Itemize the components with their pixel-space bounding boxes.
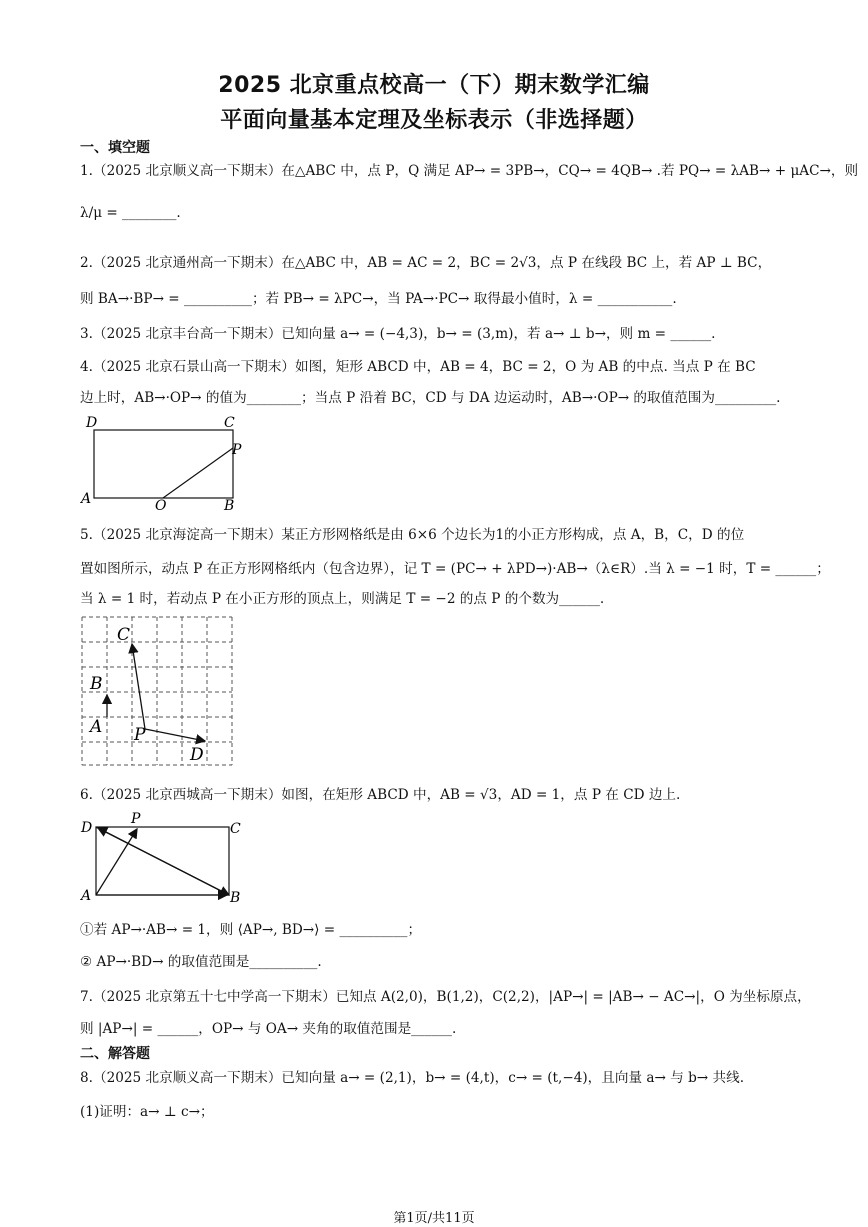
q5-line-3: 当 λ = 1 时，若动点 P 在小正方形的顶点上，则满足 T = −2 的点 P 的个数为______.: [80, 591, 605, 607]
fig6-label-D: D: [81, 820, 93, 836]
q2-line-2: 则 BA→·BP→ = __________；若 PB→ = λPC→，当 PA→·PC→ 取得最小值时，λ = ___________.: [80, 291, 677, 307]
section-fill-in: 一、填空题: [80, 140, 150, 156]
fig4-label-C: C: [224, 415, 235, 431]
fig4-label-D: D: [86, 415, 98, 431]
fig4-label-B: B: [224, 498, 235, 512]
fig6-label-B: B: [230, 890, 241, 906]
fig5-label-A: A: [90, 717, 103, 737]
q7-line-2: 则 |AP→| = ______，OP→ 与 OA→ 夹角的取值范围是______.: [80, 1021, 457, 1037]
q1-line-2: λ/μ = ________.: [80, 205, 181, 221]
title-line-2: 平面向量基本定理及坐标表示（非选择题）: [220, 108, 648, 133]
fig4-label-A: A: [81, 491, 92, 507]
fig5-label-D: D: [190, 745, 204, 765]
page-number: 第1页/共11页: [393, 1211, 475, 1226]
q7-line-1: 7.（2025 北京第五十七中学高一下期末）已知点 A(2,0)，B(1,2)，C(2,2)，|AP→| = |AB→ − AC→|，O 为坐标原点，: [80, 989, 811, 1005]
q8-line-1: 8.（2025 北京顺义高一下期末）已知向量 a→ = (2,1)，b→ = (4,t)，c→ = (t,−4)，且向量 a→ 与 b→ 共线.: [80, 1070, 745, 1086]
fig6-label-P: P: [131, 811, 141, 827]
q4-line-2: 边上时，AB→·OP→ 的值为________；当点 P 沿着 BC，CD 与 DA 边运动时，AB→·OP→ 的取值范围为_________.: [80, 390, 781, 406]
q2-line-1: 2.（2025 北京通州高一下期末）在△ABC 中，AB = AC = 2，BC = 2√3，点 P 在线段 BC 上，若 AP ⊥ BC，: [80, 255, 772, 271]
q3-line-1: 3.（2025 北京丰台高一下期末）已知向量 a→ = (−4,3)，b→ = (3,m)，若 a→ ⊥ b→，则 m = ______.: [80, 326, 716, 342]
figure-q5-grid: [80, 615, 236, 767]
figure-q4-rectangle: [80, 410, 250, 512]
q1-line-1: 1.（2025 北京顺义高一下期末）在△ABC 中，点 P，Q 满足 AP→ = 3PB→，CQ→ = 4QB→ .若 PQ→ = λAB→ + μAC→，则: [80, 163, 859, 179]
q6-line-2: ①若 AP→·AB→ = 1，则 ⟨AP→, BD→⟩ = __________；: [80, 922, 422, 938]
fig5-label-B: B: [90, 674, 103, 694]
q8-line-2: (1)证明：a→ ⊥ c→；: [80, 1104, 214, 1120]
fig6-label-C: C: [230, 821, 241, 837]
q4-line-1: 4.（2025 北京石景山高一下期末）如图，矩形 ABCD 中，AB = 4，BC = 2，O 为 AB 的中点. 当点 P 在 BC: [80, 359, 756, 375]
title-line-1: 2025 北京重点校高一（下）期末数学汇编: [218, 73, 650, 98]
fig5-label-P: P: [134, 725, 146, 745]
q6-line-3: ② AP→·BD→ 的取值范围是__________.: [80, 954, 322, 970]
fig4-label-O: O: [155, 498, 167, 512]
q5-line-1: 5.（2025 北京海淀高一下期末）某正方形网格纸是由 6×6 个边长为1的小正方形构成，点 A，B，C，D 的位: [80, 527, 745, 543]
q5-line-2: 置如图所示，动点 P 在正方形网格纸内（包含边界），记 T = (PC→ + λPD→)·AB→（λ∈R）.当 λ = −1 时，T = ______；: [80, 561, 830, 577]
fig5-label-C: C: [117, 625, 131, 645]
q6-line-1: 6.（2025 北京西城高一下期末）如图，在矩形 ABCD 中，AB = √3，AD = 1，点 P 在 CD 边上.: [80, 787, 681, 803]
figure-q6-rectangle: [80, 810, 250, 908]
section-answer: 二、解答题: [80, 1046, 150, 1062]
fig6-label-A: A: [81, 888, 92, 904]
fig4-label-P: P: [232, 442, 242, 458]
